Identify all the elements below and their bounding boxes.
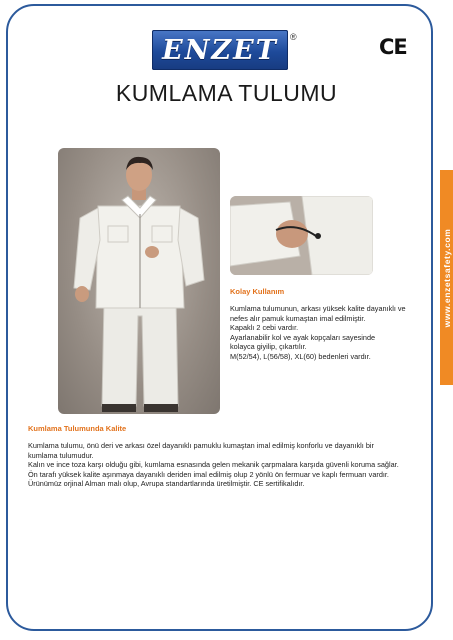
registered-mark: ® (290, 32, 297, 42)
kalite-heading: Kumlama Tulumunda Kalite (28, 424, 127, 433)
coverall-photo (58, 148, 220, 414)
kolay-line: kolayca giyilip, çıkartılır. (230, 342, 307, 352)
kalite-paragraph (28, 441, 399, 489)
page-title: KUMLAMA TULUMU (115, 80, 338, 106)
kalite-line: Kalın ve ince toza karşı olduğu gibi, kumlama esnasında gelen mekanik çarpmalara karşıda güvenli koruma sağlar. (28, 460, 399, 470)
kalite-line: kumlama tulumudur. (28, 450, 94, 460)
kalite-line: Kumlama tulumu, önü deri ve arkası özel dayanıklı pamuklu kumaştan imal edilmiş konforlu ve dayanıklı bir (28, 441, 374, 450)
kolay-line: Kapaklı 2 cebi vardır. (230, 323, 299, 333)
ce-mark: CE (379, 35, 407, 59)
cuff-detail-figure (230, 196, 373, 275)
coverall-figure (58, 148, 220, 414)
cuff-detail-photo (230, 196, 373, 275)
kalite-line: Ürünümüz orjinal Alman malı olup, Avrupa standartlarında üretilmiştir. CE sertifikalıdır. (28, 479, 305, 489)
kolay-line: M(52/54), L(56/58), XL(60) bedenleri vardır. (230, 351, 371, 361)
website-url: www.enzetsafety.com (442, 228, 452, 328)
kolay-line: nefes alır pamuk kumaştan imal edilmiştir. (230, 313, 366, 323)
kalite-line: Ön tarafı yüksek kalite aşınmaya dayanıklı deriden imal edilmiş olup 2 yönlü ön fermuar ve kaplı fermuarı vardır. (28, 469, 389, 479)
kolay-line: Kumlama tulumunun, arkası yüksek kalite dayanıklı ve (230, 304, 406, 313)
enzet-logo (152, 30, 288, 70)
kolay-paragraph (230, 304, 406, 362)
kolay-line: Ayarlanabilir kol ve ayak kopçaları sayesinde (230, 332, 376, 342)
kolay-heading: Kolay Kullanım (230, 287, 285, 296)
logo-text: ENZET (162, 35, 278, 66)
